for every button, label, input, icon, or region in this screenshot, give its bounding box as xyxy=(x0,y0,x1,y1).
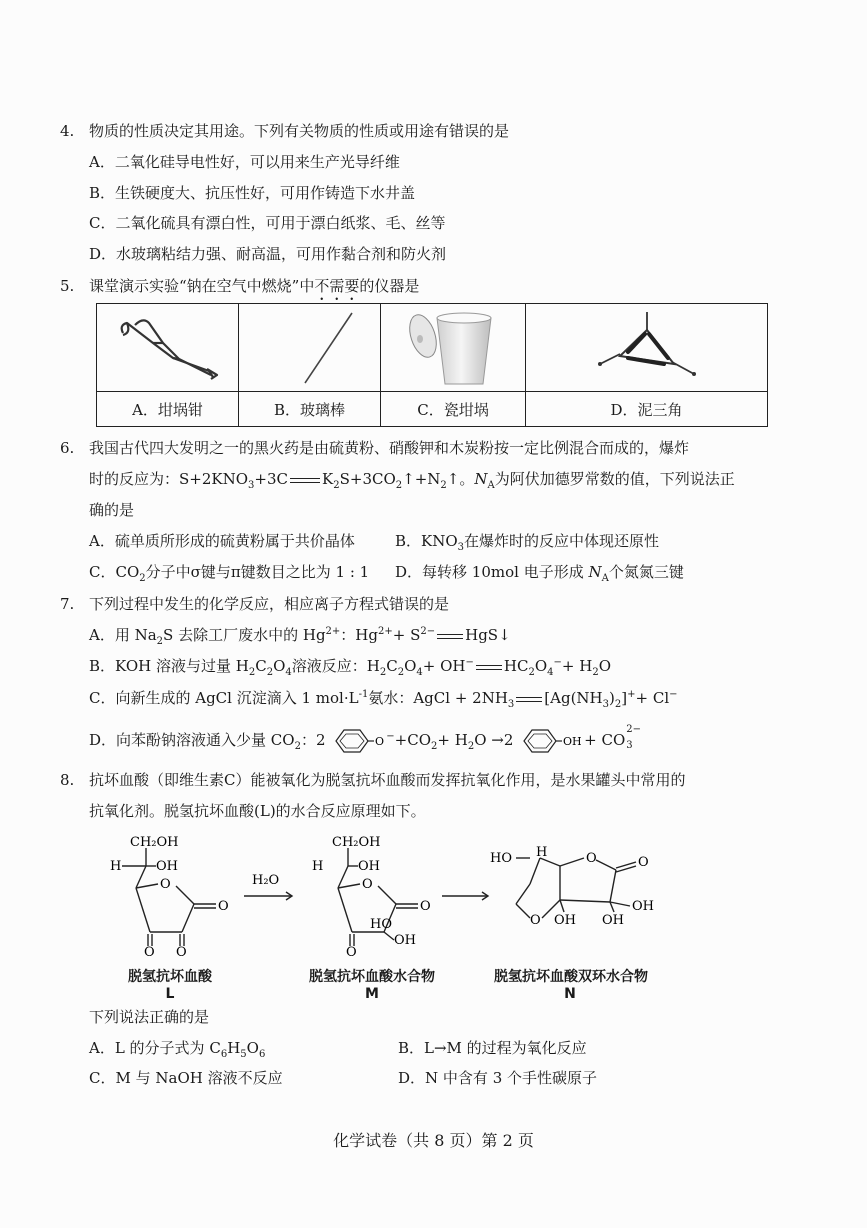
charge: 2+ xyxy=(325,626,341,637)
option-label: C．瓷坩埚 xyxy=(417,400,489,419)
option-part: ) xyxy=(609,689,615,707)
q4-option-c: C．二氧化硫具有漂白性，可用于漂白纸浆、毛、丝等 xyxy=(89,214,446,232)
option-part: C xyxy=(386,657,398,675)
equals-sign xyxy=(437,634,463,639)
avogadro-subscript: A xyxy=(487,480,495,491)
option-part: O xyxy=(534,657,548,675)
equation-part: +3C xyxy=(254,470,288,488)
glass-rod-cell xyxy=(239,304,381,392)
q8-line1: 抗坏血酸（即维生素C）能被氧化为脱氢抗坏血酸而发挥抗氧化作用，是水果罐头中常用的 xyxy=(89,771,686,789)
equals-sign xyxy=(516,697,542,702)
equation-part: ↑+N xyxy=(402,470,441,488)
option-part: + OH xyxy=(422,657,466,675)
q6-line3: 确的是 xyxy=(89,501,135,519)
option-part: HC xyxy=(503,657,529,675)
mol-n-ring-o2: O xyxy=(530,913,541,928)
equation-part: 时的反应为：S+2KNO xyxy=(89,470,249,488)
mol-m-letter: M xyxy=(365,986,379,1002)
mol-n-name: 脱氢抗坏血酸双环水合物 xyxy=(494,969,648,985)
porcelain-crucible-cell xyxy=(381,304,526,392)
q8-option-d: D．N 中含有 3 个手性碳原子 xyxy=(398,1069,598,1087)
avogadro-symbol: N xyxy=(588,563,602,581)
q4-option-b: B．生铁硬度大、抗压性好，可用作铸造下水井盖 xyxy=(89,184,416,202)
q8-option-c: C．M 与 NaOH 溶液不反应 xyxy=(89,1069,283,1087)
q6-line1: 我国古代四大发明之一的黑火药是由硫黄粉、硝酸钾和木炭粉按一定比例混合而成的，爆炸 xyxy=(89,439,690,457)
q5-stem-emphasis: 不需要 xyxy=(314,277,360,295)
q4-option-a: A．二氧化硅导电性好，可以用来生产光导纤维 xyxy=(89,153,400,171)
charge: − xyxy=(465,657,474,668)
crucible-tongs-label-cell xyxy=(97,392,239,426)
clay-triangle-icon xyxy=(592,308,702,388)
q6-option-d xyxy=(395,562,684,582)
option-part: D．向苯酚钠溶液通入少量 CO xyxy=(89,731,295,749)
q7-option-a: A．用 $Na_2S$ 去除工厂废水中的 $Hg^{2+}$：$Hg^{2+}+ S^{2-}$ HgS↓ xyxy=(89,626,511,647)
mol-m-ch2oh: CH₂OH xyxy=(332,835,381,850)
mol-l-ch2oh: CH₂OH xyxy=(130,835,179,850)
charge: + xyxy=(627,689,636,700)
mol-m-ring-o: O xyxy=(362,877,373,892)
option-part: O xyxy=(598,657,611,675)
subscript: 5 xyxy=(240,1049,247,1060)
equation-part: ↑。 xyxy=(446,470,475,488)
charge: − xyxy=(669,689,678,700)
equals-sign xyxy=(290,478,320,483)
mol-l-h: H xyxy=(110,859,122,874)
option-part: B．KNO xyxy=(395,532,458,550)
porcelain-crucible-label-cell xyxy=(381,392,526,426)
option-part: HgS↓ xyxy=(465,626,511,644)
option-part: + S xyxy=(392,626,421,644)
q6-option-a: A．硫单质所形成的硫黄粉属于共价晶体 xyxy=(89,532,355,550)
porcelain-crucible-icon xyxy=(393,306,513,390)
q8-number: 8. xyxy=(60,771,75,789)
option-part: H xyxy=(227,1039,241,1057)
q4-stem: 物质的性质决定其用途。下列有关物质的性质或用途有错误的是 xyxy=(89,122,510,140)
q7-option-c: C．向新生成的 AgCl 沉淀滴入 1 $mol\cdot L^{-1}$氨水：AgCl + $2NH_3$ $[Ag(NH_3)_2]^++ Cl^-$ xyxy=(89,689,678,710)
q7-option-d: D．向苯酚钠溶液通入少量 $CO_2$：2 O $^-+CO_2+ H_2O \to 2$ OH + CO 2− 3 xyxy=(89,727,635,753)
avogadro-subscript: A xyxy=(601,573,609,584)
mol-l-letter: L xyxy=(165,986,175,1002)
mol-n-carbonyl-o: O xyxy=(638,855,649,870)
mol-m-ho: HO xyxy=(370,917,392,932)
q5-number: 5. xyxy=(60,277,75,295)
mol-m-name: 脱氢抗坏血酸水合物 xyxy=(309,969,435,985)
mol-l-ketone-o2: O xyxy=(176,945,187,960)
option-part: + Cl xyxy=(635,689,670,707)
mol-l-carbonyl-o: O xyxy=(218,899,229,914)
charge: 2+ xyxy=(377,626,393,637)
mol-m-ketone-o: O xyxy=(346,945,357,960)
option-label: A．坩埚钳 xyxy=(132,400,203,419)
option-label: B．玻璃棒 xyxy=(273,400,346,419)
option-part: ：2 xyxy=(300,731,326,749)
q5-stem-part: 的仪器是 xyxy=(359,277,420,295)
option-part: O xyxy=(404,657,417,675)
glass-rod-icon xyxy=(260,308,360,388)
mol-n-h: H xyxy=(536,845,548,860)
q8-option-a xyxy=(89,1038,265,1058)
option-part: C．向新生成的 AgCl 沉淀滴入 1 mol·L xyxy=(89,689,359,707)
option-part: ] xyxy=(621,689,628,707)
option-part: O xyxy=(273,657,286,675)
option-part: 分子中σ键与π键数目之比为 1 : 1 xyxy=(145,563,370,581)
subscript: 6 xyxy=(258,1049,266,1060)
option-part: 个氮氮三键 xyxy=(608,563,684,581)
mol-m-h: H xyxy=(312,859,324,874)
q7-stem: 下列过程中发生的化学反应，相应离子方程式错误的是 xyxy=(89,595,450,613)
charge: − xyxy=(553,657,562,668)
option-part: A．L 的分子式为 C xyxy=(89,1039,221,1057)
equation-part: S+3CO xyxy=(339,470,396,488)
option-part: 溶液反应：H xyxy=(291,657,380,675)
mol-l-ring-o: O xyxy=(160,877,171,892)
mol-m-carbonyl-o: O xyxy=(420,899,431,914)
equals-sign xyxy=(476,665,502,670)
option-part: + H xyxy=(561,657,593,675)
option-part: 氨水：AgCl + 2NH xyxy=(368,689,508,707)
option-part: C xyxy=(255,657,267,675)
option-part: +CO xyxy=(394,731,432,749)
q8-option-b: B．L→M 的过程为氧化反应 xyxy=(398,1039,587,1057)
mol-n-oh1: OH xyxy=(632,899,654,914)
reaction-scheme xyxy=(96,826,776,966)
mol-n-letter: N xyxy=(564,986,576,1002)
option-part: ：Hg xyxy=(340,626,378,644)
reagent-water: H₂O xyxy=(252,873,280,888)
q6-line2: 时的反应为：$S+2KNO_3+3C$ $K_2S+3CO_2↑+N_2↑$。$N_A$为阿伏加德罗常数的值，下列说法正 xyxy=(89,470,735,491)
avogadro-symbol: N xyxy=(474,470,488,488)
q7-option-b: B．KOH 溶液与过量 $H_2C_2O_4$溶液反应：$H_2C_2O_4+ OH^-$ $HC_2O_4^-+ H_2O$ xyxy=(89,657,611,678)
option-label: D．泥三角 xyxy=(610,400,683,419)
equation-part: 为阿伏加德罗常数的值，下列说法正 xyxy=(494,470,735,488)
mol-l-oh: OH xyxy=(156,859,178,874)
page-footer: 化学试卷（共 8 页）第 2 页 xyxy=(333,1131,534,1150)
phenoxide-oxygen-label: O xyxy=(375,735,385,748)
crucible-tongs-icon xyxy=(113,313,223,383)
q8-line2: 抗氧化剂。脱氢抗坏血酸(L)的水合反应原理如下。 xyxy=(89,802,426,820)
option-part: O xyxy=(246,1039,259,1057)
q4-number: 4. xyxy=(60,122,75,140)
mol-m-oh: OH xyxy=(358,859,380,874)
unit-exponent: -1 xyxy=(358,689,369,700)
q8-ask: 下列说法正确的是 xyxy=(89,1008,210,1026)
q5-stem xyxy=(89,276,419,304)
mol-n-ring-o1: O xyxy=(586,851,597,866)
q4-option-d: D．水玻璃粘结力强、耐高温，可用作黏合剂和防火剂 xyxy=(89,245,447,263)
option-part: [Ag(NH xyxy=(544,689,603,707)
mol-l-ketone-o1: O xyxy=(144,945,155,960)
q6-number: 6. xyxy=(60,439,75,457)
q5-stem-part: 课堂演示实验“钠在空气中燃烧”中 xyxy=(89,277,315,295)
equation-part: K xyxy=(322,470,334,488)
crucible-tongs-cell xyxy=(97,304,239,392)
q7-number: 7. xyxy=(60,595,75,613)
glass-rod-label-cell xyxy=(239,392,381,426)
phenoxide-ring-icon xyxy=(330,727,386,755)
mol-m-oh2: OH xyxy=(394,933,416,948)
option-part: A．用 Na xyxy=(89,626,157,644)
option-part: O →2 xyxy=(474,731,514,749)
option-part: B．KOH 溶液与过量 H xyxy=(89,657,249,675)
option-part: + CO xyxy=(584,731,626,749)
instrument-table xyxy=(96,303,768,427)
subscript: 6 xyxy=(220,1049,228,1060)
q6-option-c: C．$CO_2$分子中σ键与π键数目之比为 1 : 1 xyxy=(89,563,370,584)
phenol-hydroxyl-label: OH xyxy=(563,735,582,748)
mol-l-name: 脱氢抗坏血酸 xyxy=(128,969,212,985)
option-part: D．每转移 10mol 电子形成 xyxy=(395,563,589,581)
option-part: + H xyxy=(437,731,468,749)
mol-n-oh3: OH xyxy=(554,913,576,928)
mol-n-oh2: OH xyxy=(602,913,624,928)
charge: 2− xyxy=(420,626,436,637)
clay-triangle-label-cell xyxy=(526,392,767,426)
option-part: 在爆炸时的反应中体现还原性 xyxy=(464,532,660,550)
phenol-ring-icon xyxy=(518,727,584,755)
option-part: C．CO xyxy=(89,563,140,581)
q6-option-b: B．$KNO_3$在爆炸时的反应中体现还原性 xyxy=(395,532,660,553)
clay-triangle-cell xyxy=(526,304,767,392)
option-part: S 去除工厂废水中的 Hg xyxy=(163,626,326,644)
mol-n-ho: HO xyxy=(490,851,512,866)
